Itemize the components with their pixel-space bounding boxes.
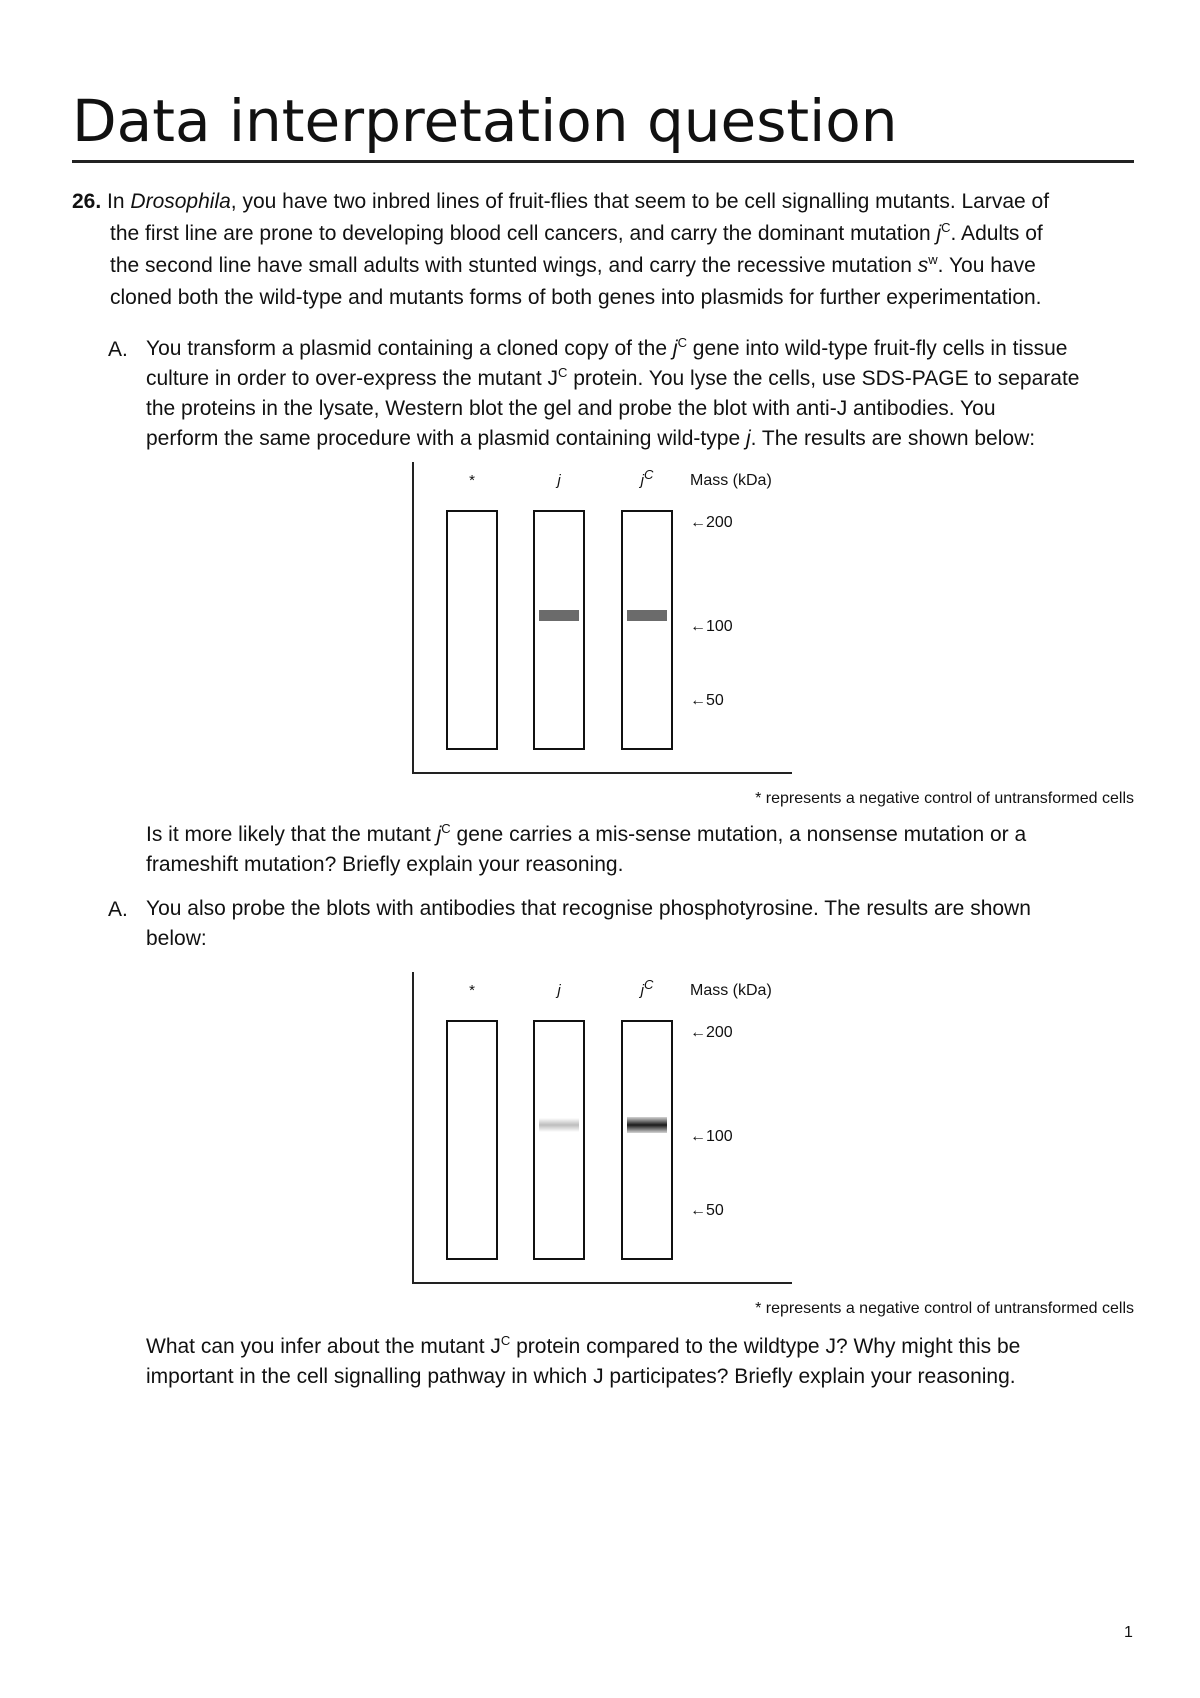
pbq-sup: C [500, 1333, 511, 1348]
question-number: 26. [72, 190, 102, 213]
gel2-lane-jc [621, 1020, 673, 1260]
western-blot-phosphotyrosine [412, 972, 792, 1288]
pa-t2b: protein. You lyse the cells, use SDS-PAGE to separate [567, 367, 1080, 390]
q26-text-3: the second line have small adults with stunted wings, and carry the recessive mutation [110, 254, 918, 277]
marker2-100: ←100 [690, 1128, 733, 1145]
pa-protein-sup: C [558, 365, 568, 380]
gel2-lane-j [533, 1020, 585, 1260]
negative-control-note-1: * represents a negative control of untransformed cells [755, 790, 1134, 807]
lane-label-jc [621, 467, 673, 489]
q26-intro: In [107, 190, 131, 213]
organism-name: Drosophila [130, 190, 231, 213]
mass-header-2: Mass (kDa) [690, 982, 772, 999]
gene-j: j [936, 222, 942, 245]
gene-j-sup: C [941, 220, 951, 235]
question-26 [72, 186, 1142, 314]
pa-t2: culture in order to over-express the mutant J [146, 367, 559, 390]
part-b-question-line-1 [146, 1332, 1136, 1362]
part-b-marker: A. [108, 898, 128, 921]
part-b-line-2: below: [146, 927, 207, 950]
page-number: 1 [1124, 1624, 1133, 1641]
pa-t4-gene: j [745, 427, 751, 450]
part-a-line-4 [108, 424, 1138, 454]
lane2-label-jc-text: j [640, 982, 644, 999]
q26-text-1: , you have two inbred lines of fruit-flies that seem to be cell signalling mutants. Larvae of [230, 190, 1050, 213]
pa-gene-j: j [672, 337, 678, 360]
gel2-frame-bottom [412, 1282, 792, 1284]
q26-text-3b: . You have [937, 254, 1036, 277]
marker-100: ←100 [690, 618, 733, 635]
q26-text-2b: . Adults of [950, 222, 1043, 245]
part-a-line-1 [108, 334, 1138, 364]
paq-post: gene carries a mis-sense mutation, a nonsense mutation or a [450, 823, 1027, 846]
paq-gene-sup: C [441, 821, 451, 836]
negative-control-note-2: * represents a negative control of untransformed cells [755, 1300, 1134, 1317]
gel-lane-control [446, 510, 498, 750]
pa-t4: perform the same procedure with a plasmid containing wild-type [146, 427, 746, 450]
part-b-question [146, 1332, 1136, 1392]
lane-label-jc-text: j [640, 472, 644, 489]
question-26-line-1 [72, 186, 1142, 218]
marker-200: ←200 [690, 514, 733, 531]
lane2-label-jc [621, 977, 673, 999]
western-blot-anti-j [412, 462, 792, 778]
band2-jc-strong [627, 1117, 667, 1133]
marker2-200: ←200 [690, 1024, 733, 1041]
part-a-line-2 [108, 364, 1138, 394]
part-a-question [146, 820, 1136, 880]
part-b-line-1: You also probe the blots with antibodies that recognise phosphotyrosine. The results are shown [146, 897, 1031, 920]
paq-pre: Is it more likely that the mutant [146, 823, 437, 846]
question-26-line-2 [72, 218, 1142, 250]
lane2-label-jc-sup: C [643, 977, 654, 992]
part-a-line-3: the proteins in the lysate, Western blot the gel and probe the blot with anti-J antibodies. You [146, 397, 996, 420]
part-a [108, 334, 1138, 454]
gel-lane-jc [621, 510, 673, 750]
band2-j-faint [539, 1118, 579, 1132]
gene-s: s [917, 254, 929, 277]
marker-50: ←50 [690, 692, 724, 709]
mass-header: Mass (kDa) [690, 472, 772, 489]
paq-gene: j [436, 823, 442, 846]
lane2-label-control: * [469, 982, 475, 999]
band-j [539, 610, 579, 621]
lane-label-j: j [557, 472, 561, 489]
question-26-line-3 [72, 250, 1142, 282]
part-a-question-line-2: frameshift mutation? Briefly explain your reasoning. [146, 853, 624, 876]
lane-label-jc-sup: C [643, 467, 654, 482]
gel-frame-bottom [412, 772, 792, 774]
part-b [108, 894, 1138, 954]
band-jc [627, 610, 667, 621]
part-b-question-line-2: important in the cell signalling pathway in which J participates? Briefly explain your reasoning. [146, 1365, 1016, 1388]
pbq-pre: What can you infer about the mutant J [146, 1335, 501, 1358]
pa-t1: You transform a plasmid containing a cloned copy of the [146, 337, 673, 360]
part-a-marker: A. [108, 338, 128, 361]
pbq-post: protein compared to the wildtype J? Why might this be [510, 1335, 1021, 1358]
lane-label-control: * [469, 472, 475, 489]
gel-lane-j [533, 510, 585, 750]
q26-text-2: the first line are prone to developing blood cell cancers, and carry the dominant mutation [110, 222, 937, 245]
pa-t1b: gene into wild-type fruit-fly cells in tissue [686, 337, 1068, 360]
title-underline [72, 160, 1134, 163]
gel2-lane-control [446, 1020, 498, 1260]
pa-gene-sup: C [677, 335, 687, 350]
marker2-50: ←50 [690, 1202, 724, 1219]
part-a-question-line-1 [146, 820, 1136, 850]
gene-s-sup: w [928, 252, 938, 267]
pa-t4b: . The results are shown below: [750, 427, 1036, 450]
gel-frame-left [412, 462, 414, 774]
question-26-line-4: cloned both the wild-type and mutants forms of both genes into plasmids for further experimentation. [110, 286, 1042, 309]
gel2-frame-left [412, 972, 414, 1284]
lane2-label-j: j [557, 982, 561, 999]
page-title: Data interpretation question [72, 87, 898, 155]
